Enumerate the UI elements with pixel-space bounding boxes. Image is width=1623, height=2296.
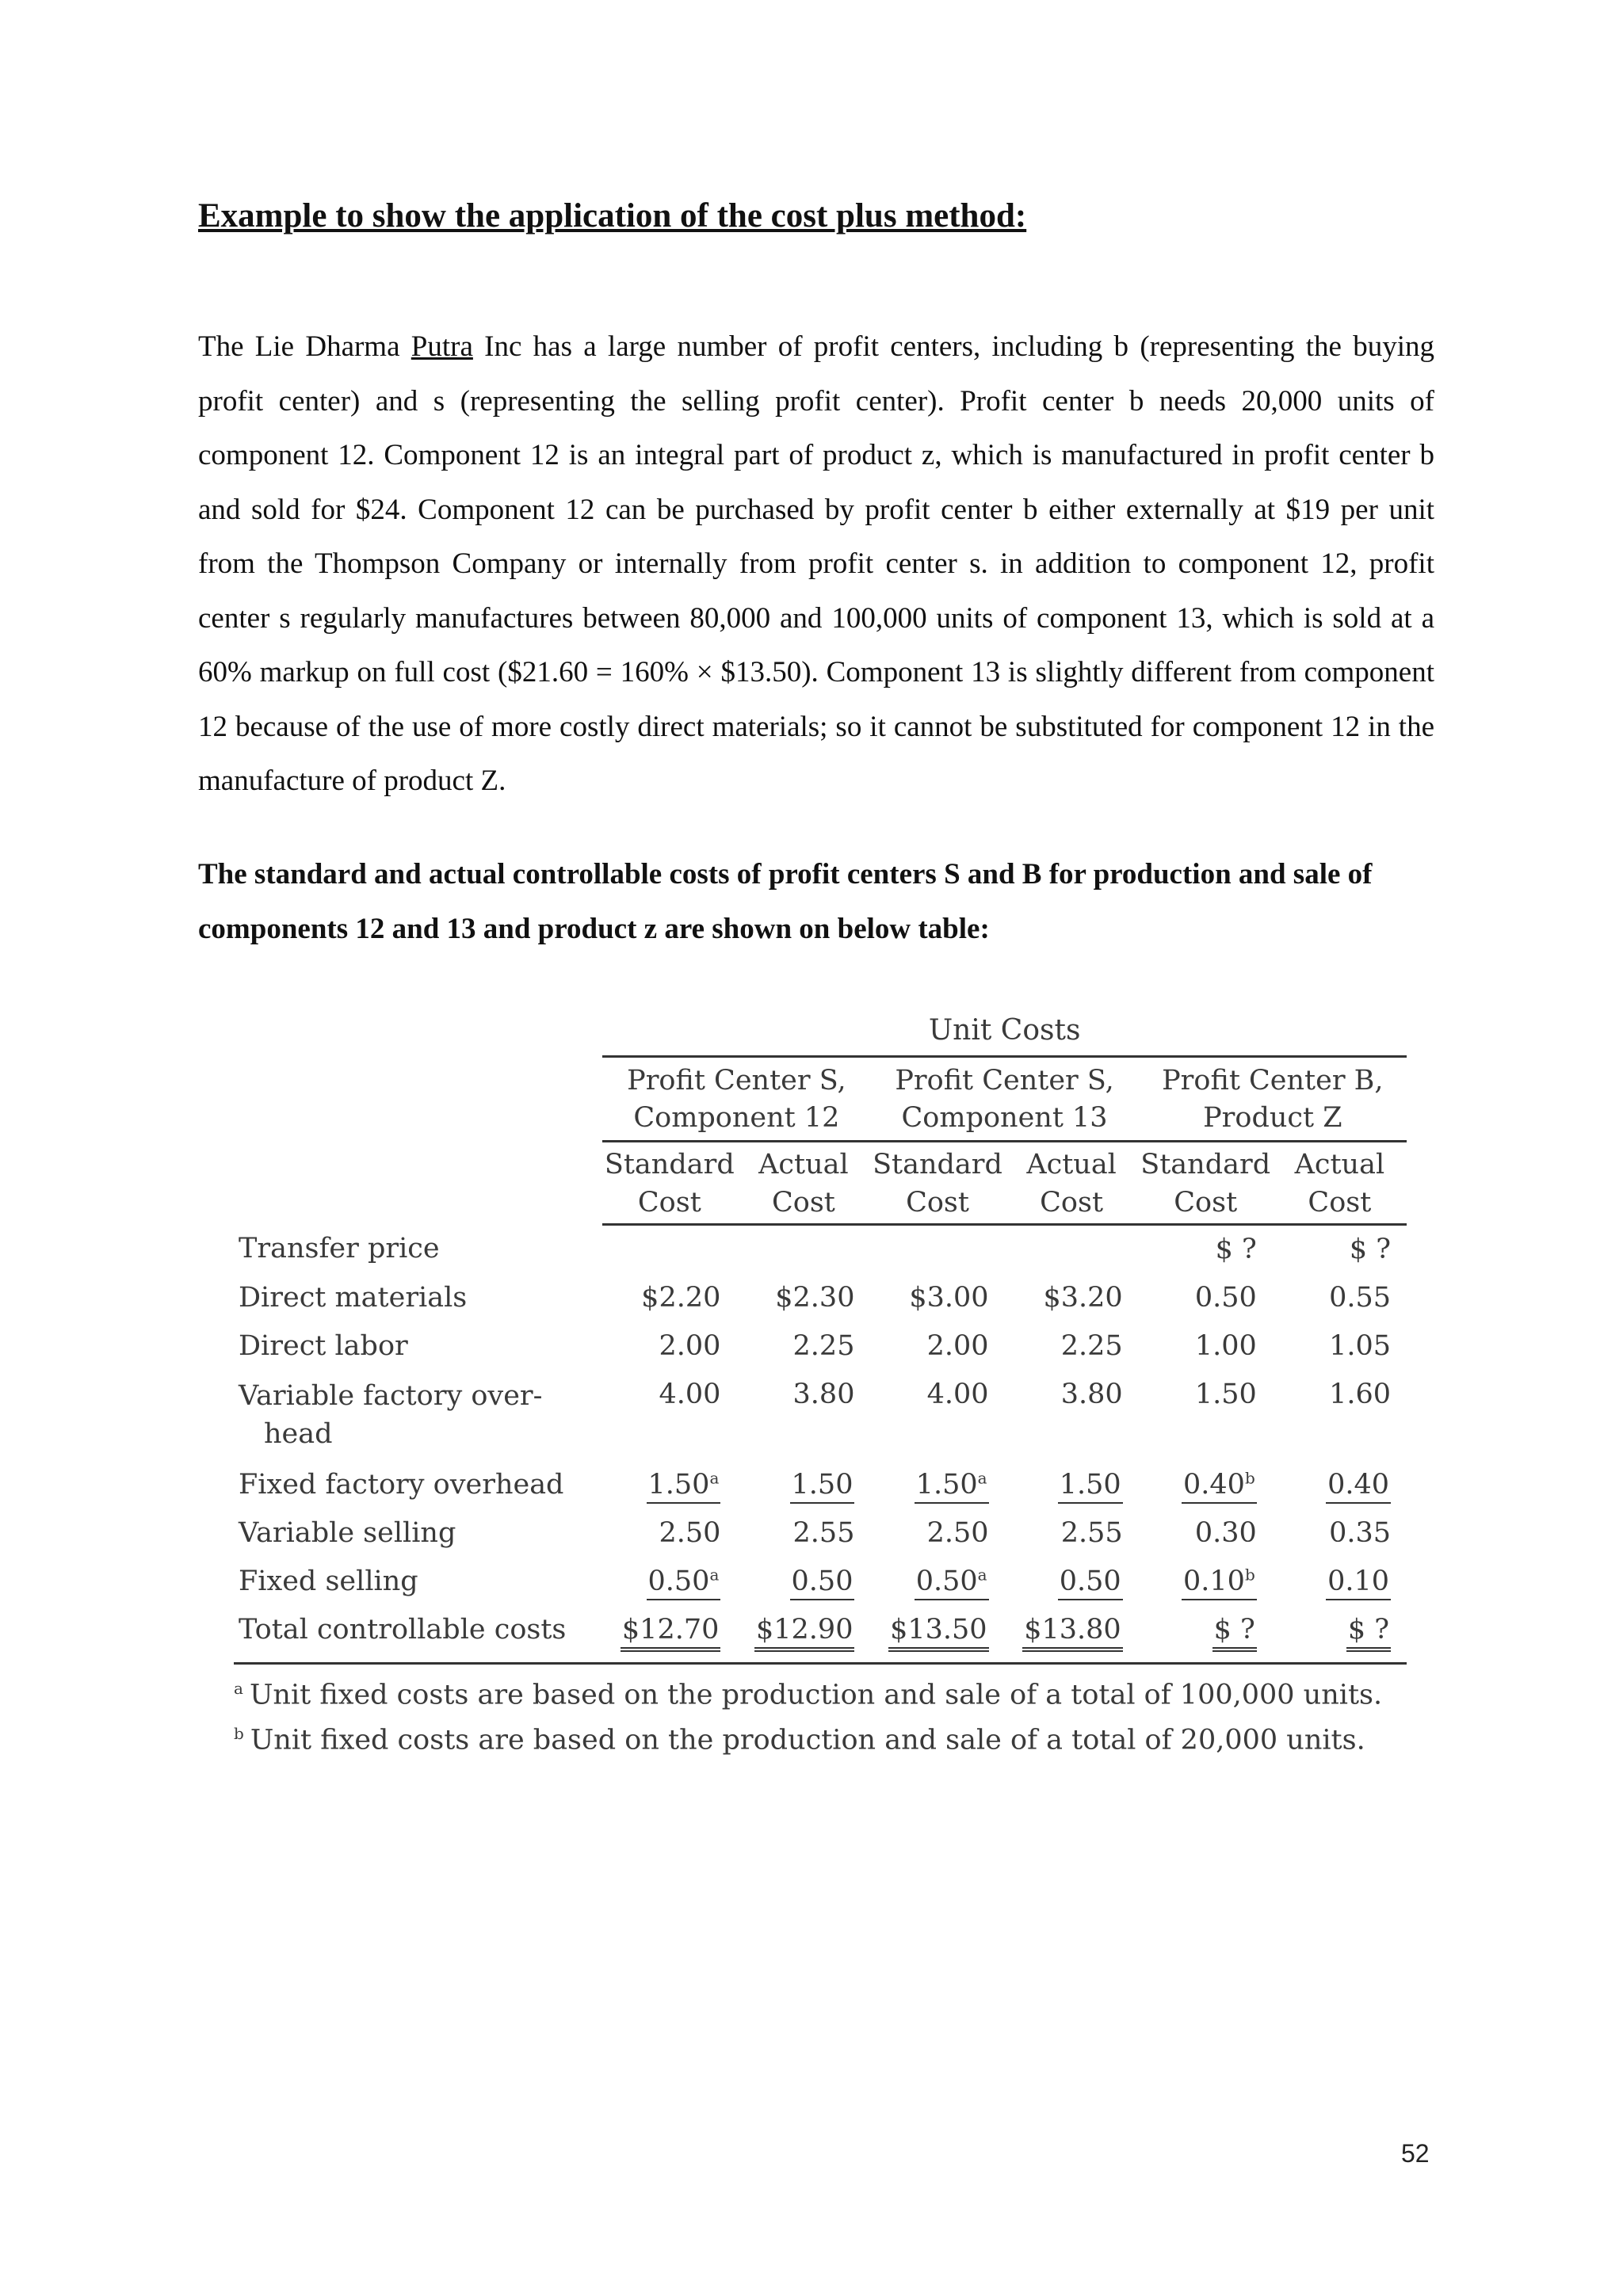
table-caption: Unit Costs bbox=[928, 1014, 1081, 1047]
group-1-line1: Profit Center S, bbox=[627, 1065, 846, 1097]
table-cell: 2.55 bbox=[1060, 1517, 1123, 1549]
table-cell: 0.55 bbox=[1329, 1282, 1391, 1314]
table-cell: 0.35 bbox=[1329, 1517, 1391, 1549]
table-cell bbox=[1005, 1225, 1139, 1275]
subheader-actual-cost: Actual Cost bbox=[1005, 1142, 1139, 1225]
table-cell: 0.40$^b$ bbox=[1139, 1461, 1273, 1509]
row-label: Fixed selling bbox=[239, 1566, 418, 1597]
footnote-b-mark: b bbox=[234, 1723, 244, 1743]
table-cell: $12.90 bbox=[736, 1606, 870, 1654]
table-cell: 0.50$^a$ bbox=[870, 1558, 1004, 1606]
table-cell: 1.60 bbox=[1329, 1379, 1391, 1410]
table-cell: 2.50 bbox=[659, 1517, 721, 1549]
table-cell: 2.50 bbox=[926, 1517, 989, 1549]
table-cell: $ ? bbox=[1349, 1234, 1391, 1265]
table-row bbox=[234, 1322, 1407, 1371]
table-cell: $13.80 bbox=[1005, 1606, 1139, 1654]
table-cell: 1.50$^a$ bbox=[870, 1461, 1004, 1509]
para-text-rest: Inc has a large number of profit centers, including b (representing the buying profit center) and s (representing the selling profit center). Profit center b needs 20,000 units of component 12. Component 12 is an integral part of product z, which is manufactured in profit center b and sold for $24. Component 12 can be purchased by profit center b either externally at $19 per unit from the Thompson Company or internally from profit center s. in addition to component 12, profit center s regularly manufactures between 80,000 and 100,000 units of component 13, which is sold at a 60% markup on full cost ($21.60 = 160% × $13.50). Component 13 is slightly different from component 12 because of the use of more costly direct materials; so it cannot be substituted for component 12 in the manufacture of product Z. bbox=[198, 330, 1435, 797]
table-cell bbox=[870, 1225, 1004, 1275]
footnote-a bbox=[234, 1669, 1407, 1714]
subheader-actual-cost: Actual Cost bbox=[1273, 1142, 1407, 1225]
group-3-line1: Profit Center B, bbox=[1162, 1065, 1384, 1097]
row-label: Fixed factory overhead bbox=[239, 1469, 564, 1501]
table-cell: 1.05 bbox=[1329, 1330, 1391, 1362]
table-cell: 3.80 bbox=[1060, 1379, 1123, 1410]
table-row bbox=[234, 1461, 1407, 1509]
company-name-underlined: Putra bbox=[411, 330, 473, 363]
table-cell bbox=[602, 1225, 736, 1275]
row-label bbox=[234, 1371, 602, 1461]
footnote-mark-b: b bbox=[1244, 1565, 1255, 1585]
group-1-line2: Component 12 bbox=[633, 1102, 840, 1134]
table-cell: 0.40 bbox=[1273, 1461, 1407, 1509]
table-cell: 1.50 bbox=[1194, 1379, 1257, 1410]
table-cell: $ ? bbox=[1139, 1606, 1273, 1654]
table-row bbox=[234, 1558, 1407, 1606]
group-header-row bbox=[234, 1057, 1407, 1142]
table-bottom-rule bbox=[234, 1662, 1407, 1665]
table-cell: 1.00 bbox=[1194, 1330, 1257, 1362]
table-cell: 2.00 bbox=[926, 1330, 989, 1362]
footnote-mark-b: b bbox=[1244, 1468, 1255, 1488]
table-cell: $3.20 bbox=[1043, 1282, 1123, 1314]
table-cell: 0.50$^a$ bbox=[602, 1558, 736, 1606]
table-cell: 4.00 bbox=[926, 1379, 989, 1410]
row-label: Direct materials bbox=[239, 1282, 468, 1314]
group-2-line1: Profit Center S, bbox=[895, 1065, 1114, 1097]
row-label-line2: head bbox=[264, 1418, 333, 1450]
row-label: Variable selling bbox=[239, 1517, 456, 1549]
para-text-start: The Lie Dharma bbox=[198, 330, 411, 363]
table-cell: 0.30 bbox=[1194, 1517, 1257, 1549]
subheader-standard-cost: Standard Cost bbox=[1139, 1142, 1273, 1225]
table-cell: 1.50$^a$ bbox=[602, 1461, 736, 1509]
subheader-standard-cost: Standard Cost bbox=[602, 1142, 736, 1225]
page-number: 52 bbox=[1401, 2139, 1430, 2168]
subheader-standard-cost: Standard Cost bbox=[870, 1142, 1004, 1225]
table-cell: 0.10$^b$ bbox=[1139, 1558, 1273, 1606]
table-row bbox=[234, 1371, 1407, 1461]
table-cell bbox=[736, 1225, 870, 1275]
subheader-actual-cost: Actual Cost bbox=[736, 1142, 870, 1225]
group-header-component-13 bbox=[870, 1057, 1138, 1142]
table-row bbox=[234, 1509, 1407, 1558]
table-row bbox=[234, 1225, 1407, 1275]
subheader-row bbox=[234, 1142, 1407, 1225]
table-cell: $2.30 bbox=[775, 1282, 855, 1314]
table-row-total bbox=[234, 1606, 1407, 1654]
table-cell: 1.50 bbox=[736, 1461, 870, 1509]
unit-costs-table-figure bbox=[234, 1006, 1407, 1759]
table-cell: 4.00 bbox=[659, 1379, 721, 1410]
row-label: Total controllable costs bbox=[239, 1614, 567, 1646]
table-cell: 0.50 bbox=[736, 1558, 870, 1606]
table-row bbox=[234, 1274, 1407, 1322]
intro-paragraph bbox=[198, 320, 1434, 809]
row-label: Transfer price bbox=[239, 1232, 440, 1264]
footnote-a-text: Unit fixed costs are based on the production and sale of a total of 100,000 units. bbox=[249, 1679, 1383, 1711]
table-cell: 2.25 bbox=[792, 1330, 855, 1362]
table-cell: 2.55 bbox=[792, 1517, 855, 1549]
footnote-mark-a: a bbox=[709, 1565, 720, 1585]
row-label-line1: Variable factory over- bbox=[239, 1380, 543, 1412]
footnote-mark-a: a bbox=[977, 1468, 987, 1488]
table-cell: $ ? bbox=[1215, 1234, 1257, 1265]
group-header-product-z bbox=[1139, 1057, 1407, 1142]
table-cell: 2.25 bbox=[1060, 1330, 1123, 1362]
table-cell: 0.50 bbox=[1005, 1558, 1139, 1606]
group-2-line2: Component 13 bbox=[901, 1102, 1108, 1134]
table-intro-heading: The standard and actual controllable costs of profit centers S and B for production and sale of components 12 and 13 and product z are shown on below table: bbox=[198, 858, 1373, 945]
footnote-b bbox=[234, 1714, 1407, 1760]
table-cell: 3.80 bbox=[792, 1379, 855, 1410]
table-footnotes bbox=[234, 1669, 1407, 1759]
unit-costs-table bbox=[234, 1006, 1407, 1654]
row-label: Direct labor bbox=[239, 1330, 408, 1362]
group-header-component-12 bbox=[602, 1057, 870, 1142]
footnote-mark-a: a bbox=[709, 1468, 720, 1488]
table-caption-row bbox=[234, 1006, 1407, 1057]
table-cell: $3.00 bbox=[909, 1282, 989, 1314]
table-cell: $13.50 bbox=[870, 1606, 1004, 1654]
section-heading: Example to show the application of the cost plus method: bbox=[198, 197, 1027, 235]
table-cell: 0.50 bbox=[1194, 1282, 1257, 1314]
table-cell: 0.10 bbox=[1273, 1558, 1407, 1606]
footnote-mark-a: a bbox=[977, 1565, 987, 1585]
footnote-b-text: Unit fixed costs are based on the production and sale of a total of 20,000 units. bbox=[250, 1724, 1365, 1756]
table-cell: $2.20 bbox=[641, 1282, 721, 1314]
table-cell: 1.50 bbox=[1005, 1461, 1139, 1509]
table-cell: $12.70 bbox=[602, 1606, 736, 1654]
table-cell: 2.00 bbox=[659, 1330, 721, 1362]
group-3-line2: Product Z bbox=[1203, 1102, 1342, 1134]
footnote-a-mark: a bbox=[234, 1679, 243, 1698]
table-cell: $ ? bbox=[1273, 1606, 1407, 1654]
